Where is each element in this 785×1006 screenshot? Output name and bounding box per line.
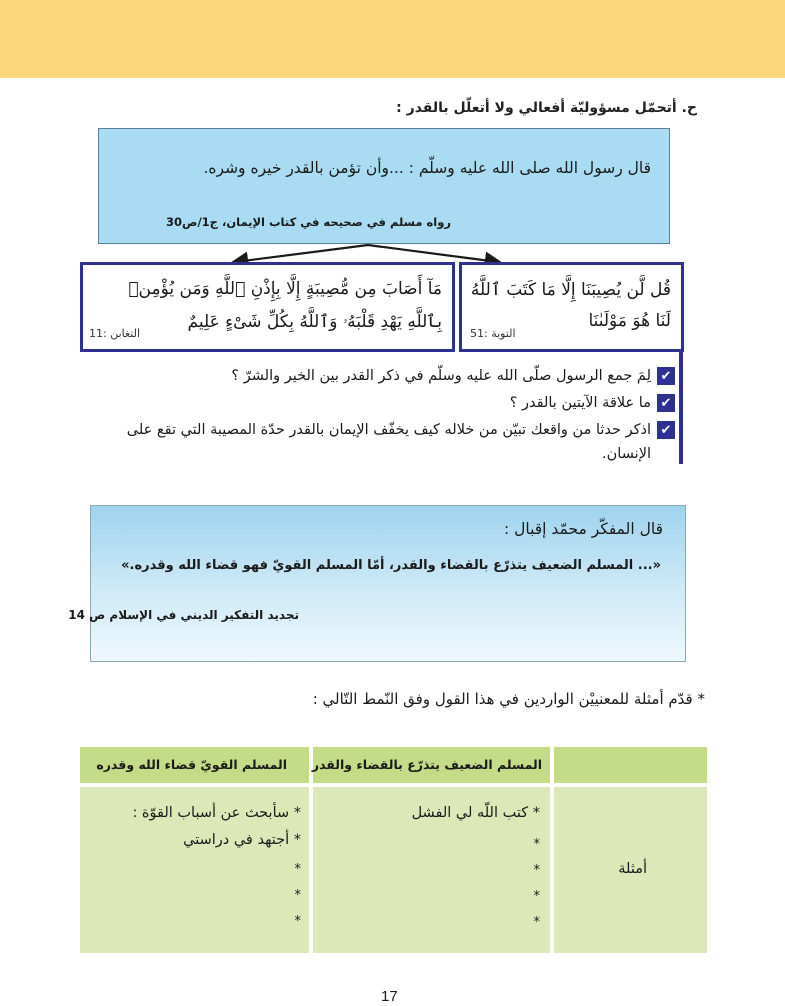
arrow-left (235, 245, 368, 262)
question-text-continued: الإنسان. (602, 446, 651, 462)
strong-example-1: * سأبحث عن أسباب القوّة : (132, 805, 301, 821)
question-text: ما علاقة الآيتين بالقدر ؟ (509, 395, 651, 411)
blank-example-marker: * (533, 889, 540, 904)
iqbal-quote: «... المسلم الضعيف يتذرّع بالقضاء والقدر، أمّا المسلم القويّ فهو قضاء الله وقدره.» (121, 558, 661, 573)
blank-example-marker: * (533, 915, 540, 930)
verse-box-taghabun (80, 262, 455, 352)
weak-example-1: * كتب اللّه لي الفشل (411, 805, 540, 821)
verse-box-tawba (459, 262, 684, 352)
checkbox-icon: ✔ (657, 367, 675, 385)
question-text: لِمَ جمع الرسول صلّى الله عليه وسلّم في ذكر القدر بين الخير والشرّ ؟ (231, 368, 651, 384)
hadith-text: قال رسول الله صلى الله عليه وسلّم : ...وأن تؤمن بالقدر خيره وشره. (203, 159, 651, 177)
iqbal-quote-box (68, 505, 686, 662)
blank-example-marker: * (294, 914, 301, 929)
header-cell-strong (80, 747, 309, 783)
instruction-text: * قدّم أمثلة للمعنييْن الواردين في هذا القول وفق النّمط التّالي : (312, 690, 705, 708)
verse-taghabun-ref: التغابن :11 (89, 327, 141, 340)
blank-example-marker: * (294, 862, 301, 877)
header-cell-weak (313, 747, 550, 783)
verse-tawba-line2: لَنَا هُوَ مَوْلَىٰنَا (588, 311, 671, 331)
checkbox-icon: ✔ (657, 394, 675, 412)
hadith-box (98, 128, 670, 244)
blank-example-marker: * (533, 837, 540, 852)
question-item (510, 392, 675, 414)
arrow-right (368, 245, 498, 262)
question-item (127, 419, 675, 441)
hadith-source: رواه مسلم في صحيحه في كتاب الإيمان، ج1/ص30 (165, 215, 451, 229)
row-label: أمثلة (618, 861, 647, 877)
header-cell-empty (554, 747, 707, 783)
verse-tawba-ref: التوبة :51 (470, 327, 516, 340)
blank-example-marker: * (294, 888, 301, 903)
verse-tawba-line1: قُل لَّن يُصِيبَنَا إِلَّا مَا كَتَبَ ٱللَّهُ (470, 280, 671, 300)
page-number: 17 (381, 988, 398, 1005)
header-band (0, 0, 785, 78)
cell-row-label (554, 787, 707, 953)
blank-example-marker: * (533, 863, 540, 878)
question-item (231, 365, 675, 387)
iqbal-intro: قال المفكّر محمّد إقبال : (503, 520, 663, 538)
examples-table (80, 747, 707, 953)
questions-rule (679, 352, 683, 464)
question-text: اذكر حدثا من واقعك تبيّن من خلاله كيف يخفّف الإيمان بالقدر حدّة المصيبة التي تقع على (126, 422, 651, 438)
section-title: ح. أتحمّل مسؤوليّة أفعالي ولا أتعلّل بالقدر : (396, 100, 697, 116)
iqbal-source: تجديد التفكير الديني في الإسلام ص 14 (68, 608, 299, 622)
header-weak-text: المسلم الضعيف يتذرّع بالقضاء والقدر (311, 757, 542, 772)
strong-example-2: * أجتهد في دراستي (183, 832, 301, 848)
cell-weak-examples (313, 787, 550, 953)
header-strong-text: المسلم القويّ قضاء الله وقدره (96, 757, 287, 772)
verse-taghabun-line2: بِٱللَّهِ يَهْدِ قَلْبَهُۥ وَٱللَّهُ بِكُلِّ شَىْءٍ عَلِيمٌ (187, 312, 442, 332)
verse-taghabun-line1: مَآ أَصَابَ مِن مُّصِيبَةٍ إِلَّا بِإِذْنِ ٱللَّهِ وَمَن يُؤْمِنۢ (128, 279, 442, 299)
cell-strong-examples (80, 787, 309, 953)
checkbox-icon: ✔ (657, 421, 675, 439)
